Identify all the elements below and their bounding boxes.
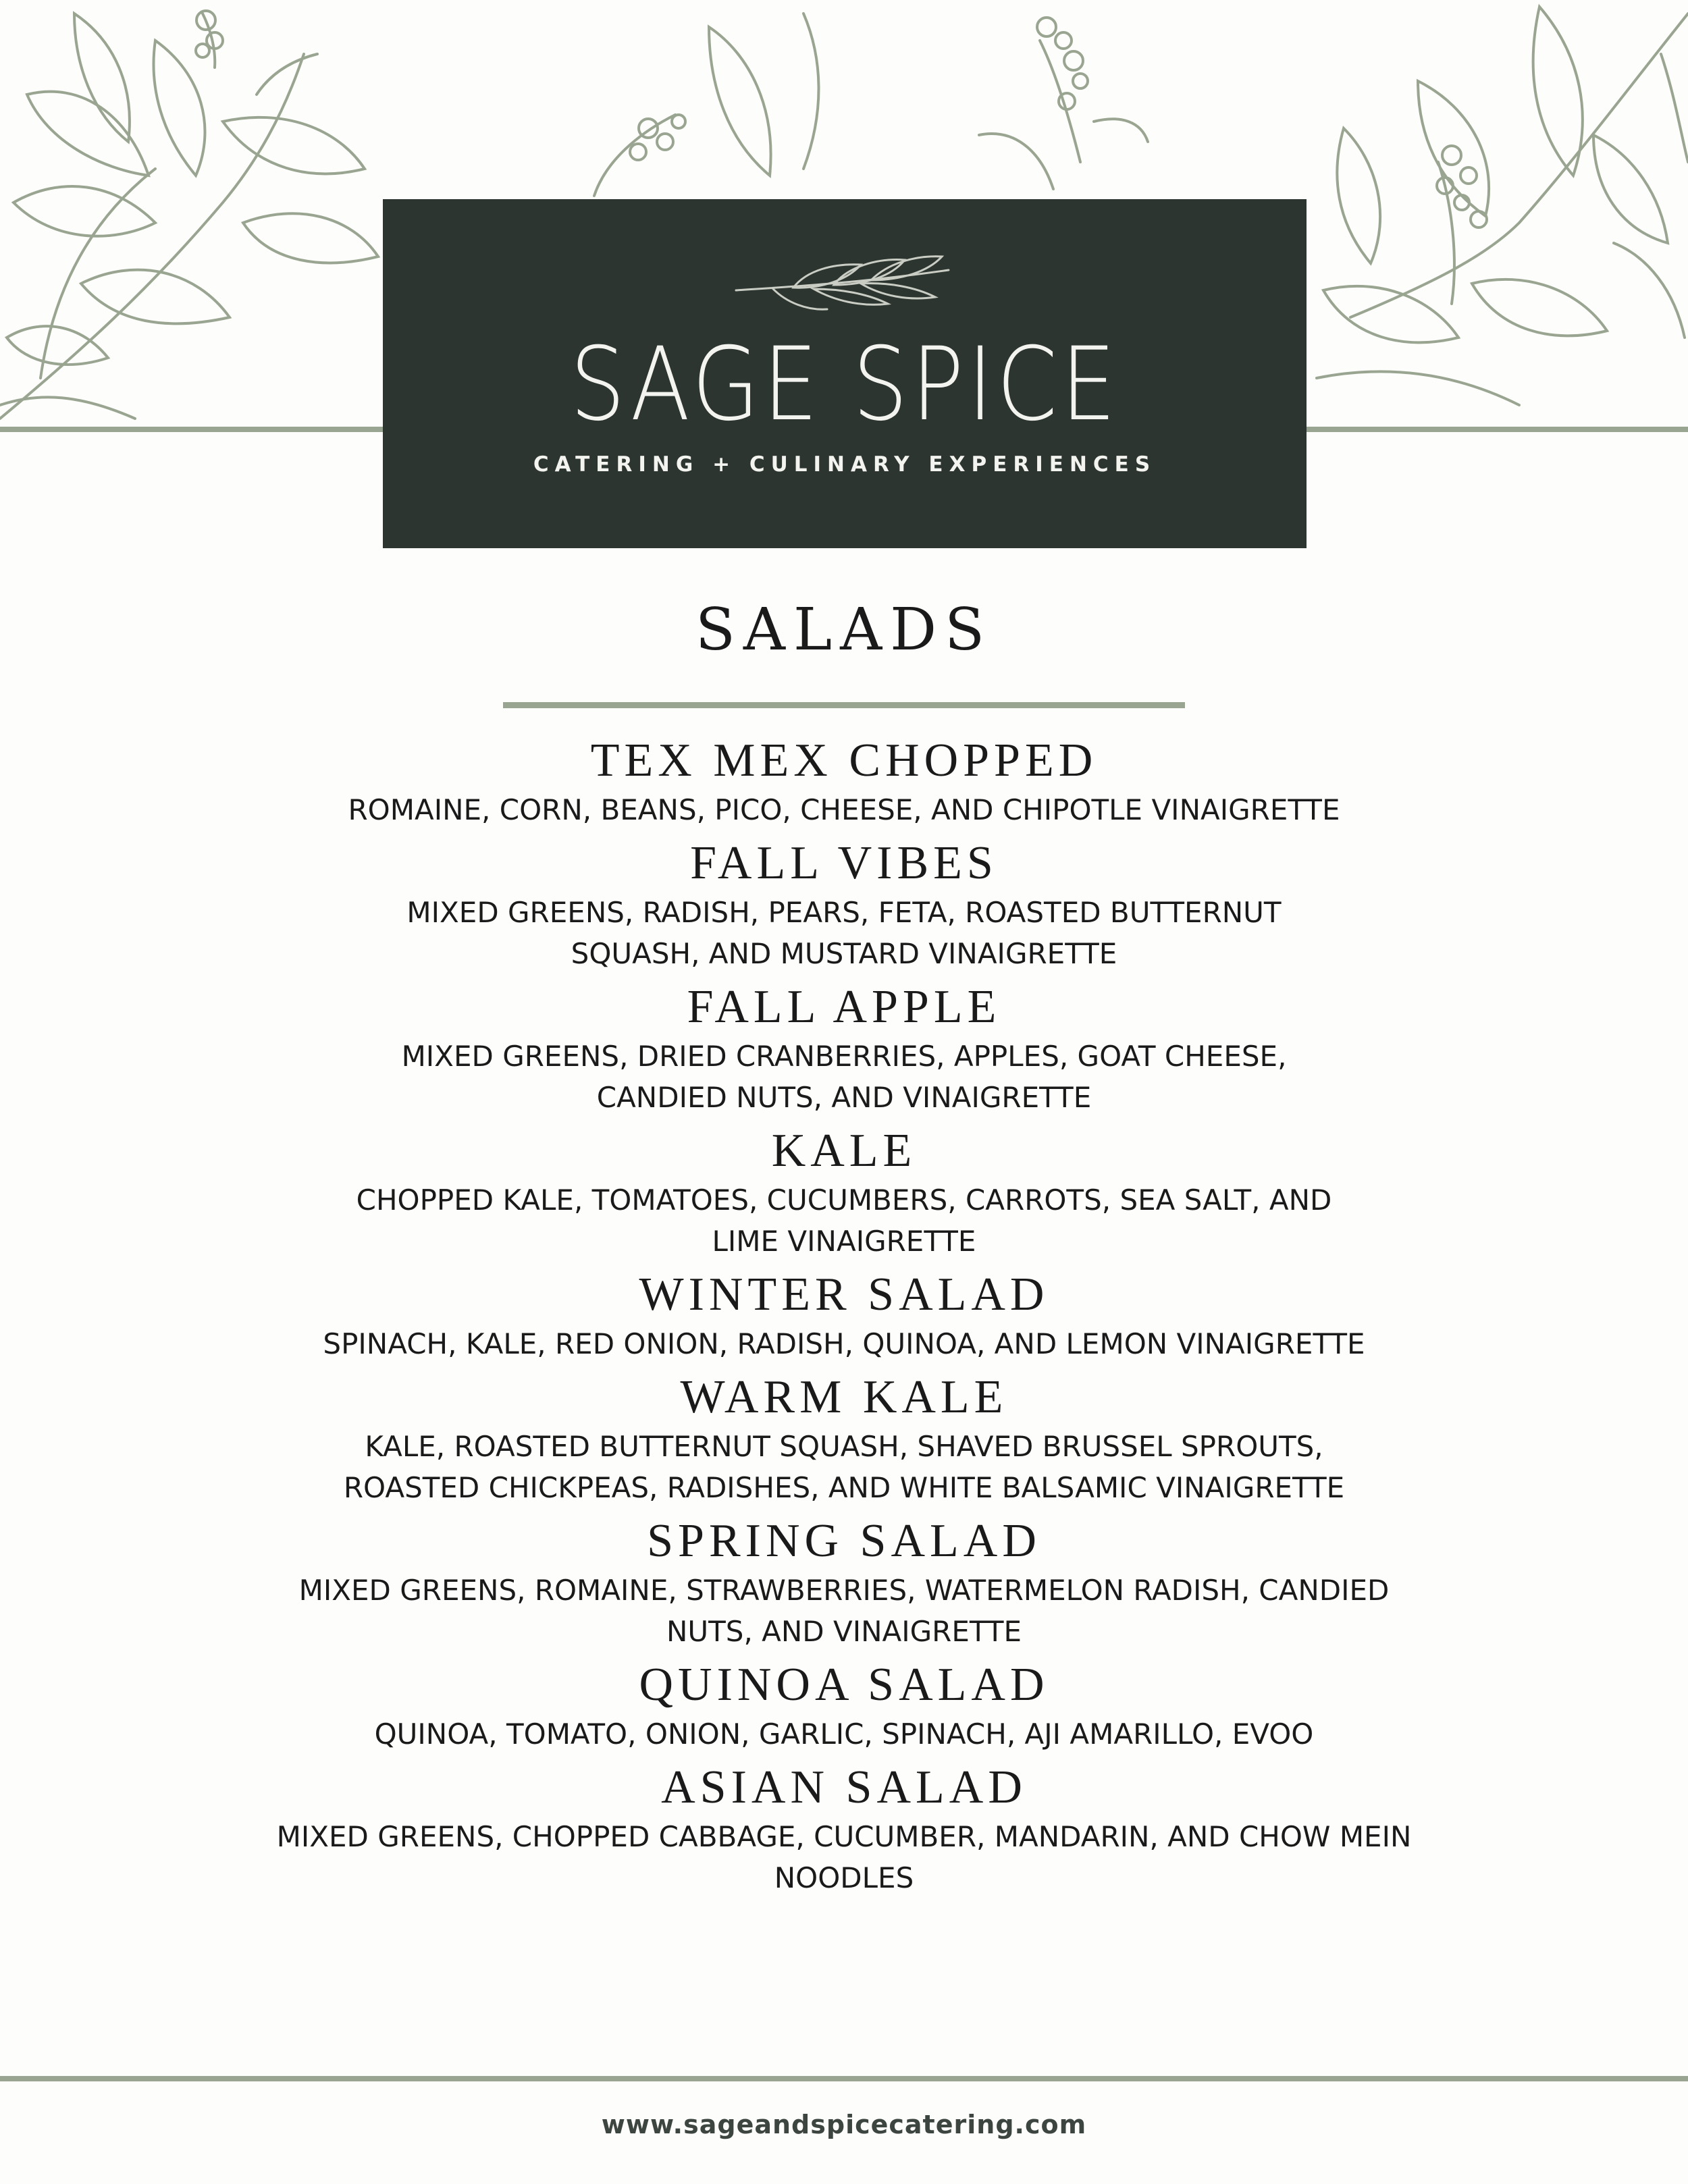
menu-item-name: WINTER SALAD	[639, 1269, 1049, 1321]
menu-item-name: KALE	[771, 1125, 917, 1177]
menu-item	[0, 1657, 1688, 1755]
menu-item-description	[0, 1816, 1688, 1898]
menu-item-name: SPRING SALAD	[647, 1515, 1041, 1567]
section-title: SALADS	[695, 596, 993, 664]
website-link[interactable]: www.sageandspicecatering.com	[601, 2110, 1087, 2139]
brand-banner	[383, 199, 1307, 548]
menu-item-name: FALL APPLE	[687, 981, 1001, 1033]
menu-item-description	[0, 1570, 1688, 1652]
description-line: QUINOA, TOMATO, ONION, GARLIC, SPINACH, AJI AMARILLO, EVOO	[374, 1717, 1314, 1751]
menu-item	[0, 1759, 1688, 1898]
menu-item-description	[0, 1426, 1688, 1508]
menu-item-description	[0, 892, 1688, 974]
menu-item-description	[0, 1713, 1688, 1755]
description-line: KALE, ROASTED BUTTERNUT SQUASH, SHAVED BRUSSEL SPROUTS,	[365, 1430, 1323, 1463]
menu-item-description	[0, 789, 1688, 830]
menu-item	[0, 1123, 1688, 1262]
description-line: MIXED GREENS, ROMAINE, STRAWBERRIES, WATERMELON RADISH, CANDIED	[298, 1574, 1390, 1607]
menu-item	[0, 733, 1688, 830]
menu-item-description	[0, 1323, 1688, 1364]
menu-item-name: QUINOA SALAD	[639, 1659, 1049, 1711]
description-line: ROMAINE, CORN, BEANS, PICO, CHEESE, AND CHIPOTLE VINAIGRETTE	[348, 793, 1340, 826]
menu-item	[0, 1513, 1688, 1652]
description-line: MIXED GREENS, RADISH, PEARS, FETA, ROASTED BUTTERNUT	[406, 896, 1282, 929]
menu-item-name: TEX MEX CHOPPED	[590, 735, 1098, 787]
menu-item-description	[0, 1036, 1688, 1118]
description-line: CHOPPED KALE, TOMATOES, CUCUMBERS, CARROTS, SEA SALT, AND	[356, 1183, 1332, 1217]
description-line: ROASTED CHICKPEAS, RADISHES, AND WHITE BALSAMIC VINAIGRETTE	[343, 1471, 1345, 1504]
brand-tagline: CATERING + CULINARY EXPERIENCES	[533, 452, 1157, 477]
menu-item	[0, 1369, 1688, 1508]
description-line: MIXED GREENS, CHOPPED CABBAGE, CUCUMBER, MANDARIN, AND CHOW MEIN	[276, 1820, 1412, 1853]
menu-item	[0, 835, 1688, 974]
description-line: CANDIED NUTS, AND VINAIGRETTE	[596, 1081, 1092, 1114]
sage-sprig-icon	[733, 250, 955, 324]
menu-item-name: FALL VIBES	[690, 837, 998, 889]
menu-item-name: ASIAN SALAD	[661, 1761, 1027, 1813]
menu-item-description	[0, 1179, 1688, 1262]
menu-item	[0, 1267, 1688, 1364]
brand-name: SAGE SPICE	[570, 326, 1119, 444]
description-line: SQUASH, AND MUSTARD VINAIGRETTE	[571, 937, 1117, 970]
description-line: NUTS, AND VINAIGRETTE	[666, 1615, 1022, 1648]
footer-divider	[0, 2076, 1688, 2081]
description-line: MIXED GREENS, DRIED CRANBERRIES, APPLES, GOAT CHEESE,	[401, 1040, 1287, 1073]
menu-item-name: WARM KALE	[680, 1371, 1008, 1423]
section-divider	[503, 702, 1185, 708]
menu-item	[0, 979, 1688, 1118]
description-line: NOODLES	[774, 1861, 914, 1894]
description-line: SPINACH, KALE, RED ONION, RADISH, QUINOA, AND LEMON VINAIGRETTE	[323, 1327, 1365, 1360]
salad-menu-list	[0, 733, 1688, 1903]
description-line: LIME VINAIGRETTE	[712, 1225, 976, 1258]
